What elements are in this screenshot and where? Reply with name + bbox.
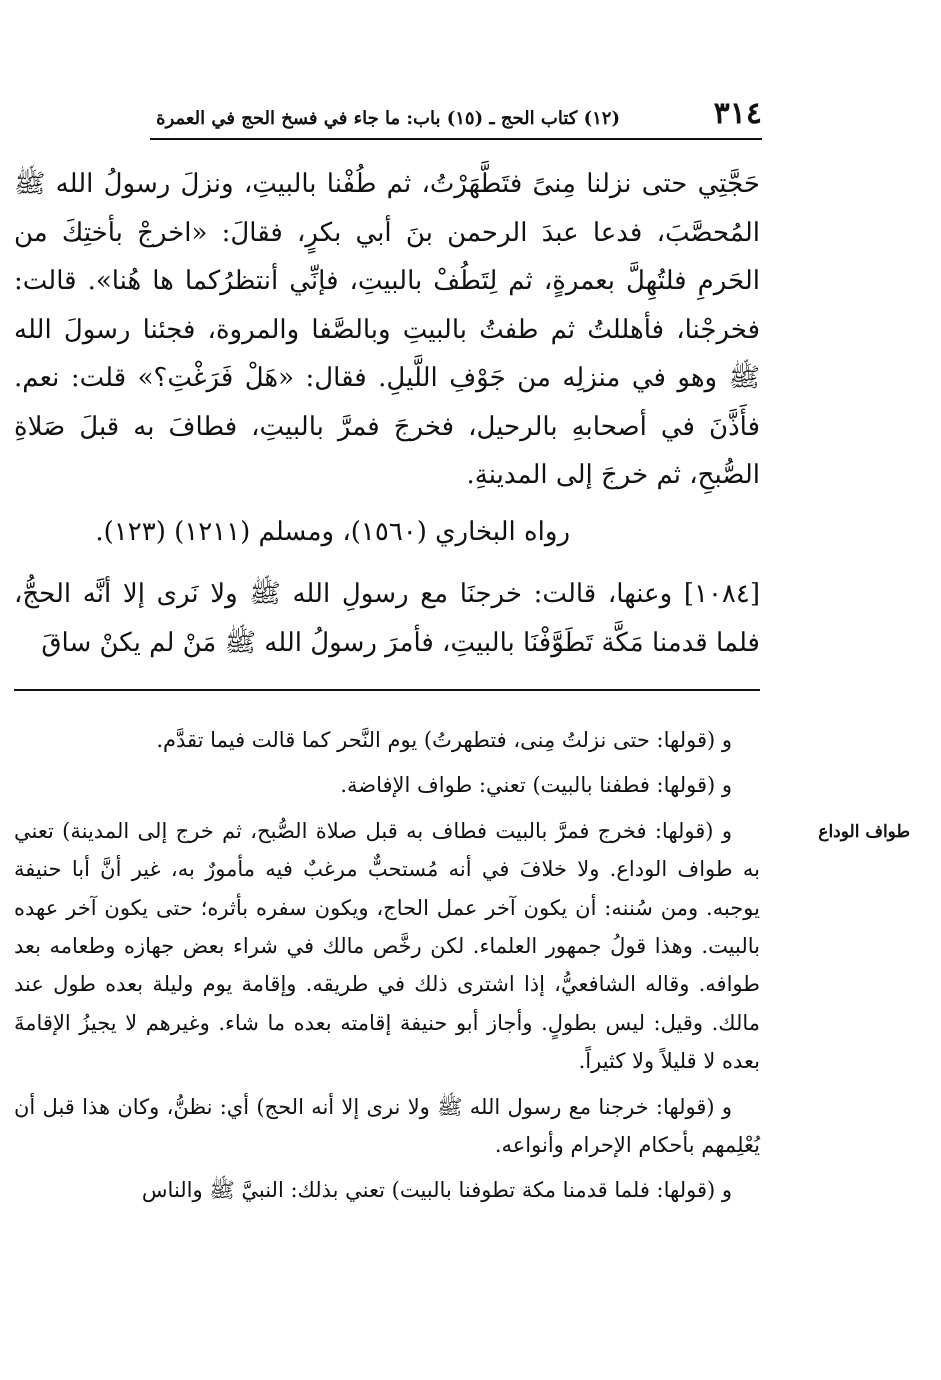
- running-title: (١٢) كتاب الحج ـ (١٥) باب: ما جاء في فسخ الحج في العمرة: [156, 108, 620, 129]
- commentary-note: و (قولها: خرجنا مع رسول الله ﷺ ولا نرى إلا أنه الحج) أي: نظنُّ، وكان هذا قبل أن يُعْلِمهم بأحكام الإحرام وأنواعه.: [14, 1094, 760, 1158]
- commentary-notes: [14, 721, 760, 1217]
- commentary-note: و (قولها: فلما قدمنا مكة تطوفنا بالبيت) تعني بذلك: النبيَّ ﷺ والناس: [141, 1178, 732, 1203]
- commentary-note: و (قولها: فطفنا بالبيت) تعني: طواف الإفاضة.: [340, 773, 732, 798]
- footnote-divider: [14, 689, 760, 691]
- commentary-note: و (قولها: فخرج فمرَّ بالبيت فطاف به قبل صلاة الصُّبح، ثم خرج إلى المدينة) تعني به طواف الوداع. ولا خلافَ في أنه مُستحبٌّ مرغبٌ فيه مأمورٌ به، غير أنَّ أبا حنيفة يوجبه. ومن سُننه: أن يكون آخر عمل الحاج، ويكون سفره بأثره؛ حتى يكون آخر عهده بالبيت. وهذا قولُ جمهور العلماء. لكن رخَّص مالك في شراء بعض جهازه وطعامه بعد طوافه. وقاله الشافعيُّ، إذا اشترى ذلك في طريقه. وإقامة يوم وليلة بعده طول عند مالك. وقيل: ليس بطولٍ. وأجاز أبو حنيفة إقامته بعده ما شاء. وغيرهم لا يجيزُ الإقامةَ بعده لا قليلاً ولا كثيراً.: [14, 818, 760, 1074]
- main-text: [14, 160, 760, 667]
- margin-heading: طواف الوداع: [818, 822, 910, 842]
- hadith-citation: رواه البخاري (١٥٦٠)، ومسلم (١٢١١) (١٢٣).: [95, 516, 570, 547]
- page-number: ٣١٤: [713, 96, 762, 131]
- commentary-note: و (قولها: حتى نزلتُ مِنى، فتطهرتُ) يوم النَّحر كما قالت فيما تقدَّم.: [156, 728, 732, 752]
- hadith-paragraph-1084: [١٠٨٤] وعنها، قالت: خرجنَا مع رسولِ الله ﷺ ولا نَرى إلا أنَّه الحجُّ، فلما قدمنا مَكَّة تَطَوَّفْنَا بالبيتِ، فأمرَ رسولُ الله ﷺ مَنْ لم يكنْ ساقَ: [14, 579, 760, 658]
- page-header: [150, 96, 762, 140]
- hadith-paragraph: حَجَّتِي حتى نزلنا مِنىً فتَطَّهَرْتُ، ثم طُفْنا بالبيتِ، ونزلَ رسولُ الله ﷺ المُحصَّبَ، فدعا عبدَ الرحمن بنَ أبي بكرٍ، فقالَ: «اخرجْ بأختِكَ من الحَرمِ فلتُهِلَّ بعمرةٍ، ثم لِتَطُفْ بالبيتِ، فإنِّي أنتظرُكما ها هُنا». قالت: فخرجْنا، فأهللتُ ثم طفتُ بالبيتِ وبالصَّفا والمروة، فجئنا رسولَ الله ﷺ وهو في منزلِه من جَوْفِ اللَّيلِ. فقال: «هَلْ فَرَغْتِ؟» قلت: نعم. فأَذَّنَ في أصحابهِ بالرحيل، فخرجَ فمرَّ بالبيتِ، فطافَ به قبلَ صَلاةِ الصُّبحِ، ثم خرجَ إلى المدينةِ.: [14, 169, 760, 490]
